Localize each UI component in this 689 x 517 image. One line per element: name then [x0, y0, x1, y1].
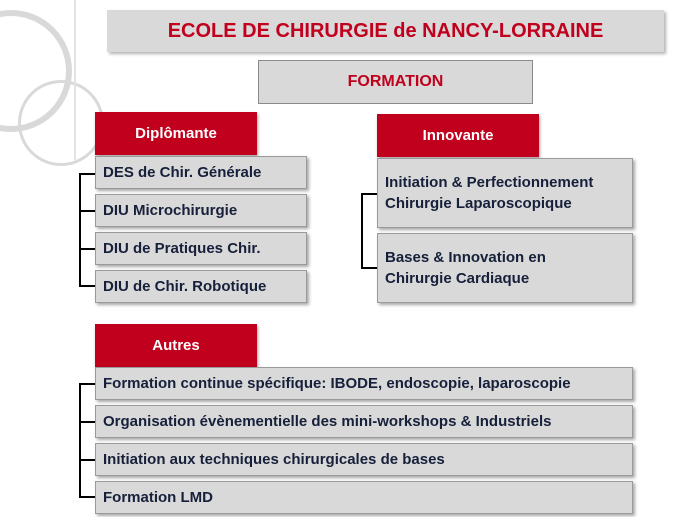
autres-connector-tick: [79, 383, 95, 385]
autres-item-label: Organisation évènementielle des mini-workshops & Industriels: [103, 413, 552, 430]
innovante-connector-vertical: [361, 193, 363, 269]
diplomante-connector-tick: [79, 210, 95, 212]
formation-header: FORMATION: [258, 60, 533, 104]
innovante-item-laparoscopie: [377, 158, 633, 228]
autres-item-formation-continue: [95, 367, 633, 400]
diplomante-item-pratiques: [95, 232, 307, 265]
innovante-connector-tick: [361, 267, 377, 269]
diplomante-item-label: DES de Chir. Générale: [103, 164, 262, 181]
decorative-line: [74, 0, 76, 160]
diplomante-item-microchirurgie: [95, 194, 307, 227]
innovante-item-label: Initiation & Perfectionnement Chirurgie Laparoscopique: [385, 174, 594, 212]
autres-connector-vertical: [79, 383, 81, 497]
diplomante-connector-tick: [79, 285, 95, 287]
diplomante-connector-tick: [79, 173, 95, 175]
autres-item-label: Initiation aux techniques chirurgicales de bases: [103, 451, 445, 468]
diplomante-item-label: DIU de Pratiques Chir.: [103, 240, 261, 257]
autres-connector-tick: [79, 459, 95, 461]
autres-item-lmd: [95, 481, 633, 514]
diplomante-item-des: [95, 156, 307, 189]
autres-item-label: Formation LMD: [103, 489, 213, 506]
autres-item-workshops: [95, 405, 633, 438]
diplomante-header: Diplômante: [95, 112, 257, 155]
autres-item-techniques: [95, 443, 633, 476]
diplomante-item-label: DIU Microchirurgie: [103, 202, 238, 219]
innovante-item-cardiaque: [377, 233, 633, 303]
autres-header: Autres: [95, 324, 257, 367]
innovante-connector-tick: [361, 193, 377, 195]
decorative-ring-small: [18, 80, 104, 166]
autres-connector-tick: [79, 421, 95, 423]
diplomante-connector-vertical: [79, 173, 81, 287]
innovante-item-label: Bases & Innovation en Chirurgie Cardiaque: [385, 249, 546, 287]
autres-connector-tick: [79, 496, 95, 498]
page-title: ECOLE DE CHIRURGIE de NANCY-LORRAINE: [107, 10, 664, 52]
innovante-header: Innovante: [377, 114, 539, 157]
diplomante-connector-tick: [79, 248, 95, 250]
autres-item-label: Formation continue spécifique: IBODE, endoscopie, laparoscopie: [103, 375, 571, 392]
diplomante-item-robotique: [95, 270, 307, 303]
diplomante-item-label: DIU de Chir. Robotique: [103, 278, 267, 295]
